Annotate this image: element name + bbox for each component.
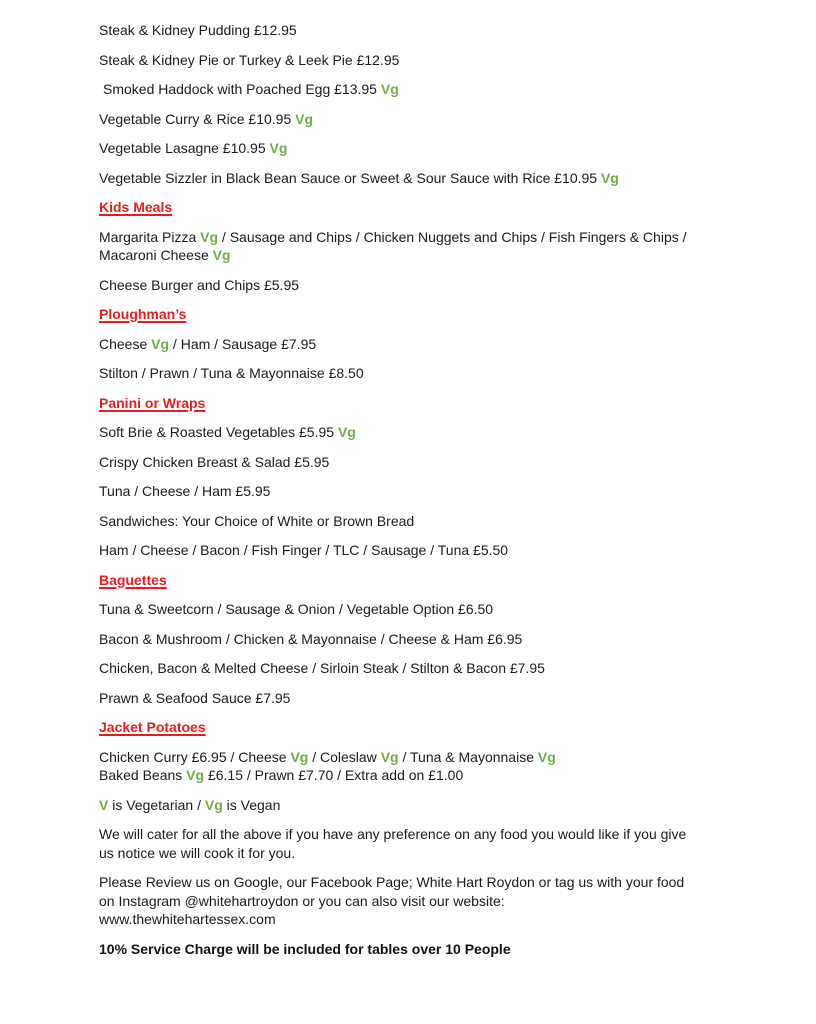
- vegan-tag: Vg: [186, 767, 205, 783]
- vegetarian-tag: V: [99, 796, 109, 813]
- vegan-tag: Vg: [600, 169, 619, 186]
- item-text: / Sausage and Chips / Chicken Nuggets and Chips / Fish Fingers & Chips / Macaroni Cheese: [99, 228, 687, 263]
- item-text: Margarita Pizza: [99, 228, 201, 245]
- item-text: / Ham / Sausage £7.95: [169, 335, 317, 352]
- item-text: / Tuna & Mayonnaise: [398, 748, 538, 765]
- menu-item: [99, 110, 703, 129]
- website-link[interactable]: www.thewhitehartessex.com: [99, 911, 276, 927]
- jacket-line-1: [99, 748, 703, 767]
- item-text: Steak & Kidney Pudding £12.95: [99, 22, 297, 38]
- menu-item: Chicken, Bacon & Melted Cheese / Sirloin Steak / Stilton & Bacon £7.95: [99, 660, 545, 676]
- item-text: Vegetable Sizzler in Black Bean Sauce or Sweet & Sour Sauce with Rice £10.95: [99, 169, 601, 186]
- menu-item: Stilton / Prawn / Tuna & Mayonnaise £8.50: [99, 365, 364, 381]
- section-heading-baguettes: Baguettes: [99, 571, 167, 588]
- menu-item: [99, 423, 703, 442]
- section-heading-panini-wraps: Panini or Wraps: [99, 394, 206, 411]
- menu-item: Tuna / Cheese / Ham £5.95: [99, 483, 271, 499]
- jacket-line-2: [99, 766, 703, 785]
- legend-text: is Vegan: [222, 796, 281, 813]
- menu-item: Tuna & Sweetcorn / Sausage & Onion / Vegetable Option £6.50: [99, 601, 494, 617]
- vegan-tag: Vg: [269, 140, 288, 156]
- vegan-tag: Vg: [290, 748, 309, 765]
- vegan-tag: Vg: [295, 110, 314, 127]
- item-text: Smoked Haddock with Poached Egg £13.95: [103, 81, 381, 97]
- menu-item: [99, 228, 703, 265]
- vegan-tag: Vg: [151, 335, 170, 352]
- item-text: Vegetable Lasagne £10.95: [99, 140, 270, 156]
- item-text: Vegetable Curry & Rice £10.95: [99, 110, 296, 127]
- item-text: Chicken Curry £6.95 / Cheese: [99, 748, 291, 765]
- menu-item: Cheese Burger and Chips £5.95: [99, 276, 300, 293]
- menu-page: [99, 21, 703, 969]
- section-heading-kids-meals: Kids Meals: [99, 199, 173, 215]
- menu-item: Ham / Cheese / Bacon / Fish Finger / TLC / Sausage / Tuna £5.50: [99, 542, 509, 558]
- catering-note: We will cater for all the above if you have any preference on any food you would like if you give us notice we will cook it for you.: [99, 826, 687, 861]
- vegan-tag: Vg: [380, 748, 399, 765]
- item-text: Steak & Kidney Pie or Turkey & Leek Pie £12.95: [99, 51, 400, 68]
- item-text: £6.15 / Prawn £7.70 / Extra add on £1.00: [204, 767, 464, 783]
- legend-text: is Vegetarian /: [108, 796, 205, 813]
- review-text: Please Review us on Google, our Facebook Page; White Hart Roydon or tag us with your food on Instagram @whitehartroydon or you can also visit our website:: [99, 874, 685, 909]
- service-charge-note: 10% Service Charge will be included for tables over 10 People: [99, 940, 511, 957]
- vegan-tag: Vg: [200, 228, 219, 245]
- menu-item: [99, 80, 703, 99]
- menu-item: Bacon & Mushroom / Chicken & Mayonnaise / Cheese & Ham £6.95: [99, 630, 523, 647]
- menu-item: [99, 51, 703, 70]
- vegan-tag: Vg: [204, 796, 223, 813]
- menu-item: Sandwiches: Your Choice of White or Brown Bread: [99, 512, 415, 529]
- vegan-tag: Vg: [380, 81, 399, 97]
- vegan-tag: Vg: [212, 247, 231, 263]
- menu-item: [99, 139, 703, 158]
- menu-item: [99, 21, 703, 40]
- section-heading-jacket-potatoes: Jacket Potatoes: [99, 719, 206, 735]
- menu-item: [99, 748, 703, 785]
- dietary-legend: [99, 796, 703, 815]
- menu-item: Crispy Chicken Breast & Salad £5.95: [99, 453, 330, 470]
- menu-item: Prawn & Seafood Sauce £7.95: [99, 689, 291, 706]
- menu-item: [99, 335, 703, 354]
- section-heading-ploughmans: Ploughman’s: [99, 306, 187, 322]
- review-note: [99, 873, 703, 929]
- vegan-tag: Vg: [337, 424, 356, 440]
- vegan-tag: Vg: [537, 748, 556, 765]
- item-text: / Coleslaw: [308, 748, 381, 765]
- menu-item: [99, 169, 703, 188]
- item-text: Soft Brie & Roasted Vegetables £5.95: [99, 424, 338, 440]
- item-text: Cheese: [99, 335, 152, 352]
- item-text: Baked Beans: [99, 767, 187, 783]
